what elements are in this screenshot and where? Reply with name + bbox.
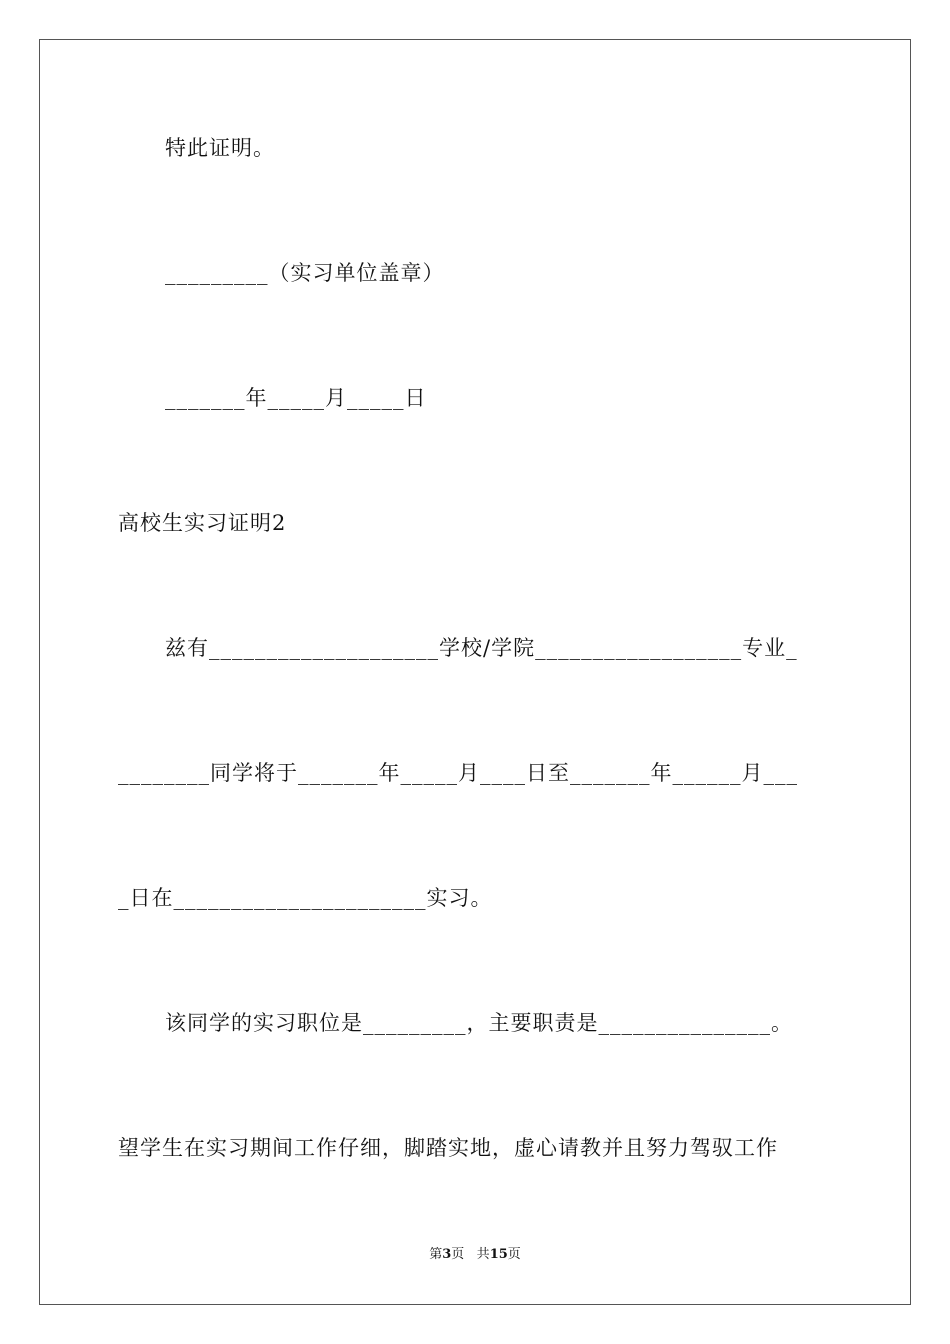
date-line: _______年_____月_____日	[165, 386, 427, 410]
body-line-period: ________同学将于_______年_____月____日至_______年______月___	[118, 761, 798, 785]
page-border	[39, 39, 911, 1305]
body-line-position: 该同学的实习职位是_________，主要职责是_______________。	[165, 1011, 793, 1035]
footer-total-pages: 15	[489, 1247, 508, 1262]
company-seal-line: _________（实习单位盖章）	[165, 261, 445, 285]
body-line-expectation: 望学生在实习期间工作仔细，脚踏实地，虚心请教并且努力驾驭工作	[118, 1136, 778, 1160]
footer-page-suffix: 页	[451, 1247, 465, 1262]
certification-statement: 特此证明。	[165, 136, 275, 160]
footer-page-prefix: 第	[429, 1247, 443, 1262]
footer-total-prefix: 共	[476, 1247, 490, 1262]
page-footer	[0, 1246, 950, 1264]
footer-total-suffix: 页	[507, 1247, 521, 1262]
section-heading: 高校生实习证明2	[118, 511, 287, 535]
body-line-school-major: 兹有____________________学校/学院__________________专业_	[165, 636, 798, 660]
footer-page-number: 3	[442, 1247, 452, 1262]
body-line-location: _日在______________________实习。	[118, 886, 493, 910]
